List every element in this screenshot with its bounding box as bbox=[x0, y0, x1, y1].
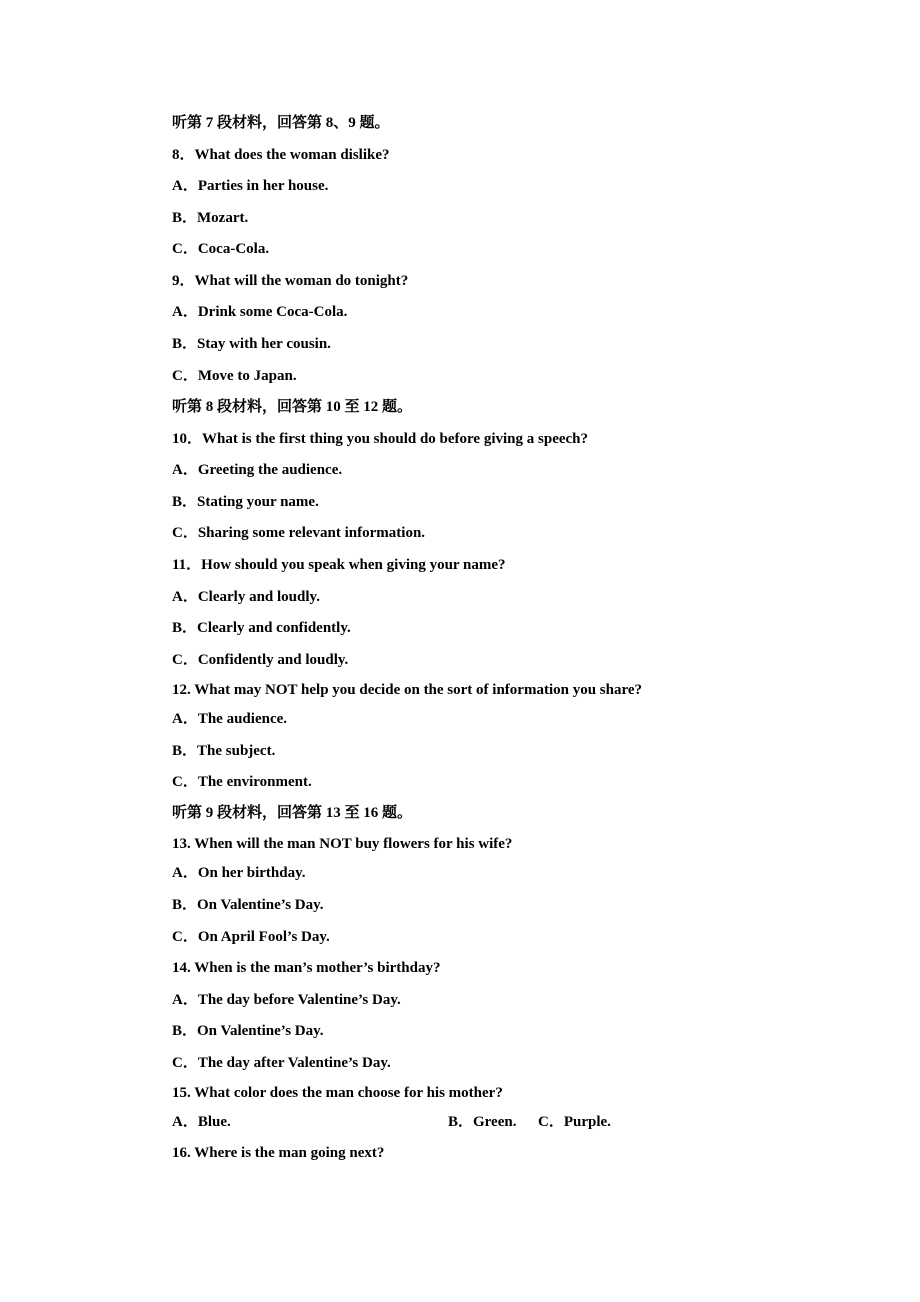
question-10-option-b: B．Stating your name. bbox=[172, 494, 319, 510]
question-13: 13. When will the man NOT buy flowers for his wife? bbox=[172, 836, 513, 852]
question-12: 12. What may NOT help you decide on the sort of information you share? bbox=[172, 682, 643, 698]
question-9: 9．What will the woman do tonight? bbox=[172, 273, 409, 289]
question-9-option-a: A．Drink some Coca-Cola. bbox=[172, 304, 348, 320]
question-13-option-b: B．On Valentine’s Day. bbox=[172, 897, 324, 913]
question-12-option-c: C．The environment. bbox=[172, 774, 312, 790]
question-8-option-c: C．Coca-Cola. bbox=[172, 241, 270, 257]
question-13-option-a: A．On her birthday. bbox=[172, 865, 306, 881]
question-11-option-c: C．Confidently and loudly. bbox=[172, 652, 349, 668]
question-9-option-c: C．Move to Japan. bbox=[172, 368, 297, 384]
question-8: 8．What does the woman dislike? bbox=[172, 147, 390, 163]
section-heading-8: 听第 8 段材料，回答第 10 至 12 题。 bbox=[172, 399, 413, 415]
question-11-option-a: A．Clearly and loudly. bbox=[172, 589, 320, 605]
section-heading-9: 听第 9 段材料，回答第 13 至 16 题。 bbox=[172, 805, 413, 821]
question-11-option-b: B．Clearly and confidently. bbox=[172, 620, 351, 636]
question-8-option-a: A．Parties in her house. bbox=[172, 178, 329, 194]
question-15-option-c: C．Purple. bbox=[538, 1114, 611, 1130]
question-10: 10．What is the first thing you should do before giving a speech? bbox=[172, 431, 589, 447]
question-13-option-c: C．On April Fool’s Day. bbox=[172, 929, 330, 945]
question-14: 14. When is the man’s mother’s birthday? bbox=[172, 960, 441, 976]
question-16: 16. Where is the man going next? bbox=[172, 1145, 385, 1161]
question-12-option-b: B．The subject. bbox=[172, 743, 276, 759]
question-15-option-b: B．Green. bbox=[448, 1114, 517, 1130]
question-10-option-c: C．Sharing some relevant information. bbox=[172, 525, 426, 541]
question-10-option-a: A．Greeting the audience. bbox=[172, 462, 343, 478]
question-15-option-a: A．Blue. bbox=[172, 1114, 231, 1130]
question-9-option-b: B．Stay with her cousin. bbox=[172, 336, 331, 352]
section-heading-7: 听第 7 段材料，回答第 8、9 题。 bbox=[172, 115, 390, 131]
question-14-option-b: B．On Valentine’s Day. bbox=[172, 1023, 324, 1039]
question-14-option-c: C．The day after Valentine’s Day. bbox=[172, 1055, 391, 1071]
question-15: 15. What color does the man choose for his mother? bbox=[172, 1085, 503, 1101]
question-14-option-a: A．The day before Valentine’s Day. bbox=[172, 992, 401, 1008]
question-8-option-b: B．Mozart. bbox=[172, 210, 249, 226]
question-11: 11．How should you speak when giving your name? bbox=[172, 557, 506, 573]
question-12-option-a: A．The audience. bbox=[172, 711, 288, 727]
question-15-options bbox=[172, 1113, 692, 1131]
